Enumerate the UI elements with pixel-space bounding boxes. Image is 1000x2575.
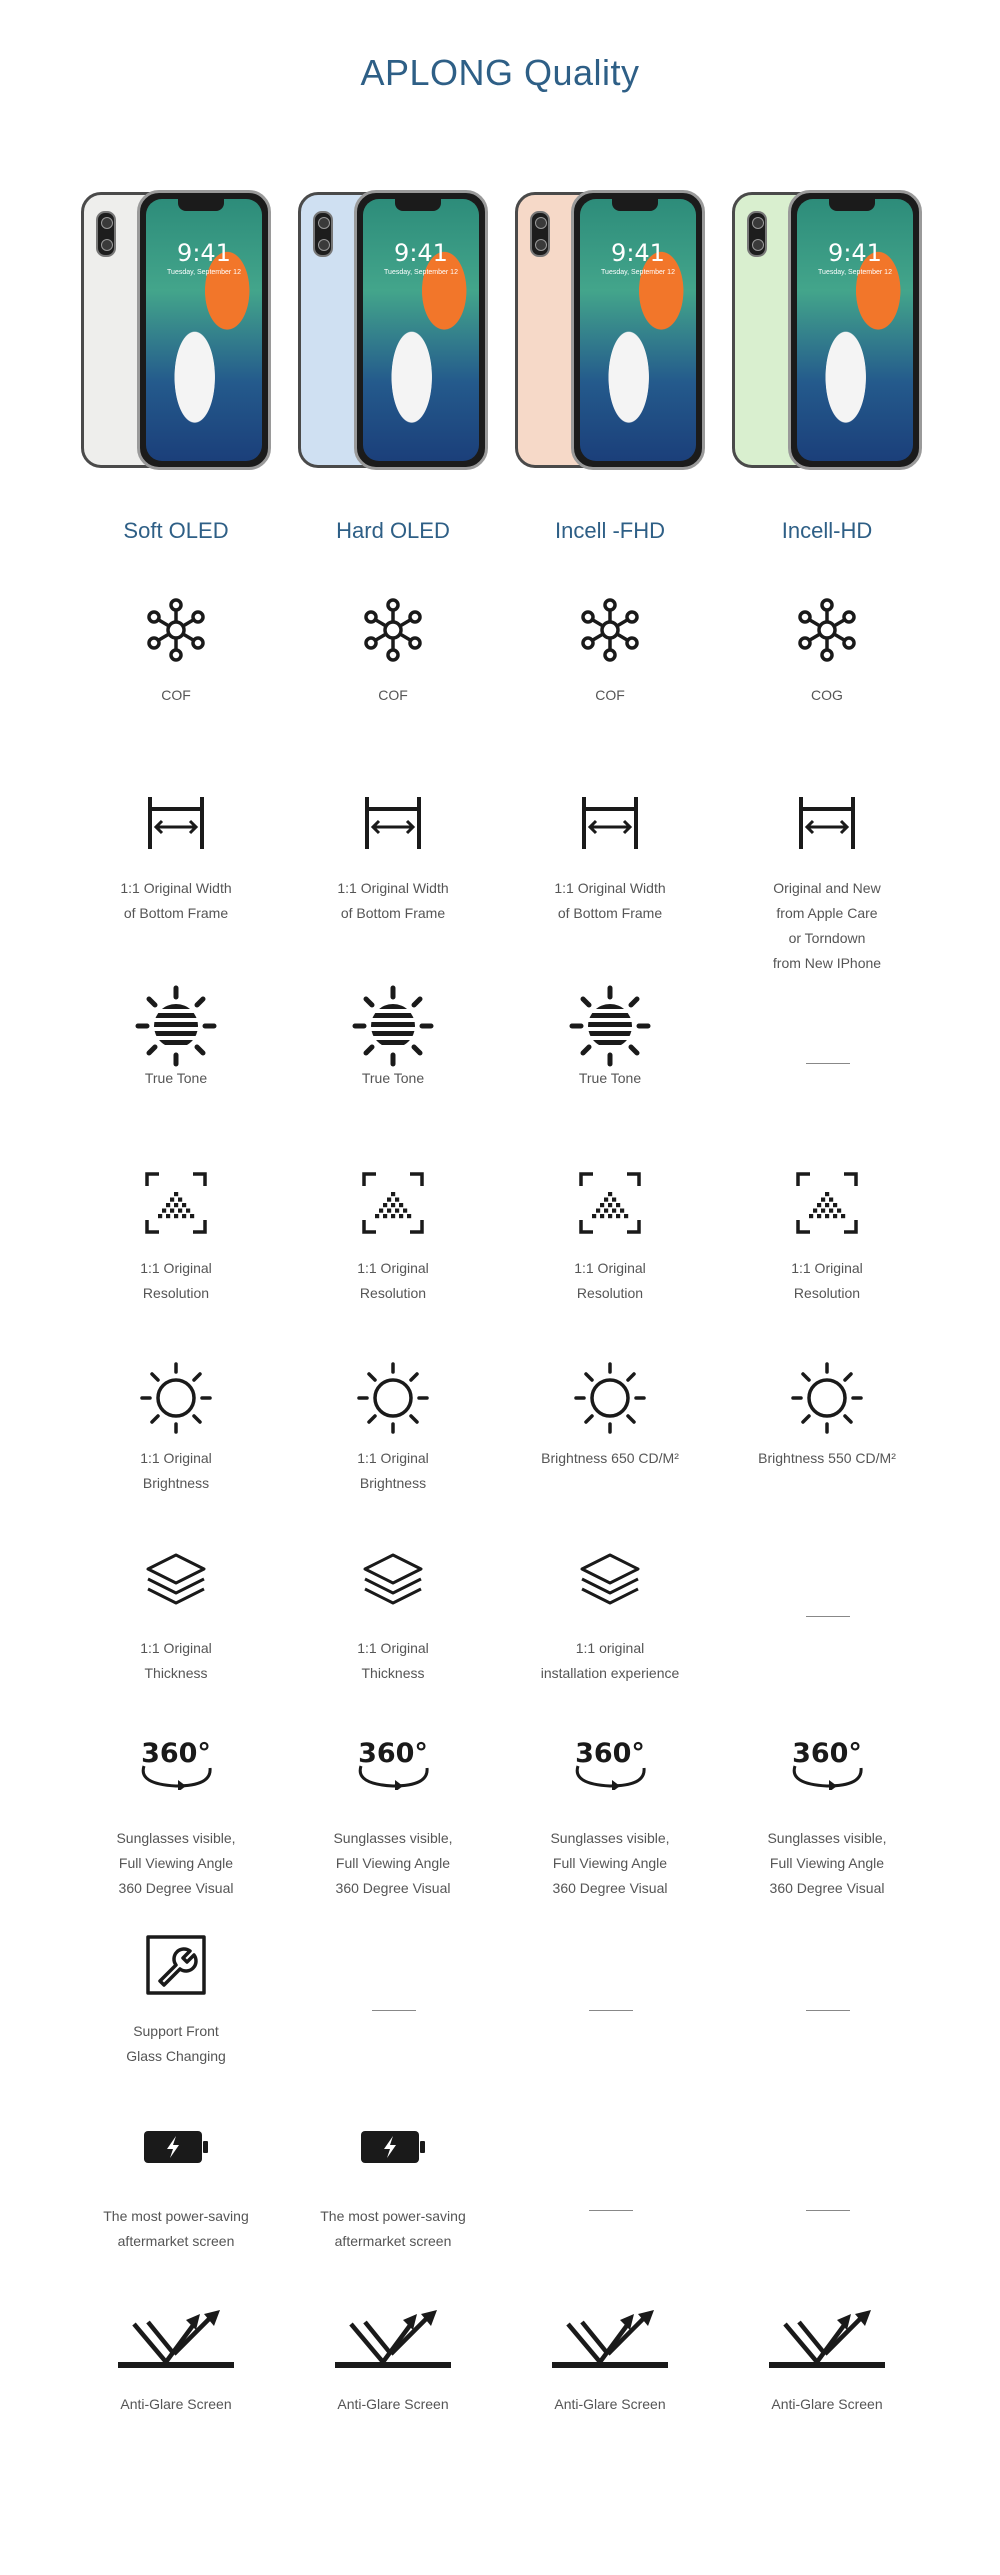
feature-label: Support Front Glass Changing <box>126 2023 226 2064</box>
phone-front <box>354 190 488 470</box>
feature-label: Anti-Glare Screen <box>120 2396 232 2412</box>
feature-label: 1:1 Original Width of Bottom Frame <box>120 880 232 921</box>
feature-label: True Tone <box>578 1070 642 1086</box>
anti-glare-icon <box>707 2310 947 2370</box>
frame-width-icon <box>707 795 947 851</box>
frame-width-icon <box>56 795 296 851</box>
anti-glare-icon <box>273 2310 513 2370</box>
feature-label: Anti-Glare Screen <box>771 2396 883 2412</box>
feature-label: 1:1 Original Thickness <box>357 1640 429 1681</box>
camera-icon <box>747 211 767 257</box>
column-name: Hard OLED <box>336 518 450 543</box>
not-available-dash <box>806 1063 850 1064</box>
layers-icon <box>273 1552 513 1610</box>
chip-network-icon <box>273 598 513 662</box>
feature-label: 1:1 Original Resolution <box>357 1260 429 1301</box>
feature-label: True Tone <box>144 1070 208 1086</box>
phone-screen <box>580 199 696 461</box>
feature-label: Sunglasses visible, Full Viewing Angle 360 Degree Visual <box>333 1830 453 1896</box>
wrench-icon <box>56 1935 296 1995</box>
phone-notch <box>829 199 875 211</box>
not-available-dash <box>806 1616 850 1617</box>
column-name: Incell-HD <box>781 518 873 543</box>
phone-image <box>732 190 922 470</box>
phone-front <box>571 190 705 470</box>
phone-notch <box>178 199 224 211</box>
lockscreen-date: Tuesday, September 12 <box>167 269 241 276</box>
camera-icon <box>96 211 116 257</box>
frame-width-icon <box>490 795 730 851</box>
phone-screen <box>797 199 913 461</box>
feature-label: Brightness 550 CD/M² <box>758 1450 896 1466</box>
chip-network-icon <box>707 598 947 662</box>
view-360-icon <box>707 1738 947 1790</box>
phone-screen <box>363 199 479 461</box>
chip-network-icon <box>56 598 296 662</box>
phone-image <box>81 190 271 470</box>
not-available-dash <box>806 2010 850 2011</box>
battery-charge-icon <box>273 2130 513 2164</box>
resolution-icon <box>490 1172 730 1234</box>
resolution-icon <box>56 1172 296 1234</box>
not-available-dash <box>806 2210 850 2211</box>
resolution-icon <box>273 1172 513 1234</box>
view-360-icon <box>273 1738 513 1790</box>
view-360-label: 360° <box>792 1738 862 1769</box>
feature-label: Original and New from Apple Care or Torndown from New IPhone <box>772 880 882 971</box>
column-name: Incell -FHD <box>554 518 665 543</box>
phone-front <box>137 190 271 470</box>
feature-label: Anti-Glare Screen <box>337 2396 449 2412</box>
lockscreen-time: 9:41 <box>394 239 448 267</box>
brightness-icon <box>56 1362 296 1434</box>
chip-network-icon <box>490 598 730 662</box>
feature-label: 1:1 Original Resolution <box>574 1260 646 1301</box>
view-360-label: 360° <box>575 1738 645 1769</box>
feature-label: True Tone <box>361 1070 425 1086</box>
true-tone-sun-icon <box>273 985 513 1067</box>
phone-notch <box>612 199 658 211</box>
feature-label: 1:1 Original Resolution <box>791 1260 863 1301</box>
anti-glare-icon <box>56 2310 296 2370</box>
feature-label: 1:1 Original Thickness <box>140 1640 212 1681</box>
lockscreen-time: 9:41 <box>828 239 882 267</box>
view-360-label: 360° <box>358 1738 428 1769</box>
feature-label: Anti-Glare Screen <box>554 2396 666 2412</box>
column-name: Soft OLED <box>123 518 229 543</box>
feature-label: 1:1 Original Resolution <box>140 1260 212 1301</box>
feature-label: Sunglasses visible, Full Viewing Angle 360 Degree Visual <box>550 1830 670 1896</box>
view-360-label: 360° <box>141 1738 211 1769</box>
page-title: APLONG Quality <box>360 52 640 93</box>
phone-image <box>515 190 705 470</box>
lockscreen-date: Tuesday, September 12 <box>818 269 892 276</box>
not-available-dash <box>372 2010 416 2011</box>
feature-label: Sunglasses visible, Full Viewing Angle 360 Degree Visual <box>767 1830 887 1896</box>
true-tone-sun-icon <box>490 985 730 1067</box>
not-available-dash <box>589 2010 633 2011</box>
view-360-icon <box>490 1738 730 1790</box>
feature-label: 1:1 Original Width of Bottom Frame <box>554 880 666 921</box>
camera-icon <box>530 211 550 257</box>
anti-glare-icon <box>490 2310 730 2370</box>
feature-label: COF <box>161 687 191 703</box>
phone-image <box>298 190 488 470</box>
lockscreen-date: Tuesday, September 12 <box>601 269 675 276</box>
feature-label: COG <box>811 687 843 703</box>
camera-icon <box>313 211 333 257</box>
feature-label: The most power-saving aftermarket screen <box>320 2208 466 2249</box>
lockscreen-time: 9:41 <box>611 239 665 267</box>
feature-label: The most power-saving aftermarket screen <box>103 2208 249 2249</box>
not-available-dash <box>589 2210 633 2211</box>
true-tone-sun-icon <box>56 985 296 1067</box>
view-360-icon <box>56 1738 296 1790</box>
brightness-icon <box>490 1362 730 1434</box>
feature-label: 1:1 Original Width of Bottom Frame <box>337 880 449 921</box>
feature-label: 1:1 original installation experience <box>540 1640 680 1681</box>
phone-notch <box>395 199 441 211</box>
brightness-icon <box>273 1362 513 1434</box>
feature-label: COF <box>378 687 408 703</box>
phone-screen <box>146 199 262 461</box>
layers-icon <box>490 1552 730 1610</box>
feature-label: COF <box>595 687 625 703</box>
feature-label: 1:1 Original Brightness <box>357 1450 429 1491</box>
feature-label: 1:1 Original Brightness <box>140 1450 212 1491</box>
resolution-icon <box>707 1172 947 1234</box>
feature-label: Sunglasses visible, Full Viewing Angle 360 Degree Visual <box>116 1830 236 1896</box>
lockscreen-time: 9:41 <box>177 239 231 267</box>
phone-front <box>788 190 922 470</box>
brightness-icon <box>707 1362 947 1434</box>
frame-width-icon <box>273 795 513 851</box>
layers-icon <box>56 1552 296 1610</box>
battery-charge-icon <box>56 2130 296 2164</box>
lockscreen-date: Tuesday, September 12 <box>384 269 458 276</box>
feature-label: Brightness 650 CD/M² <box>541 1450 679 1466</box>
